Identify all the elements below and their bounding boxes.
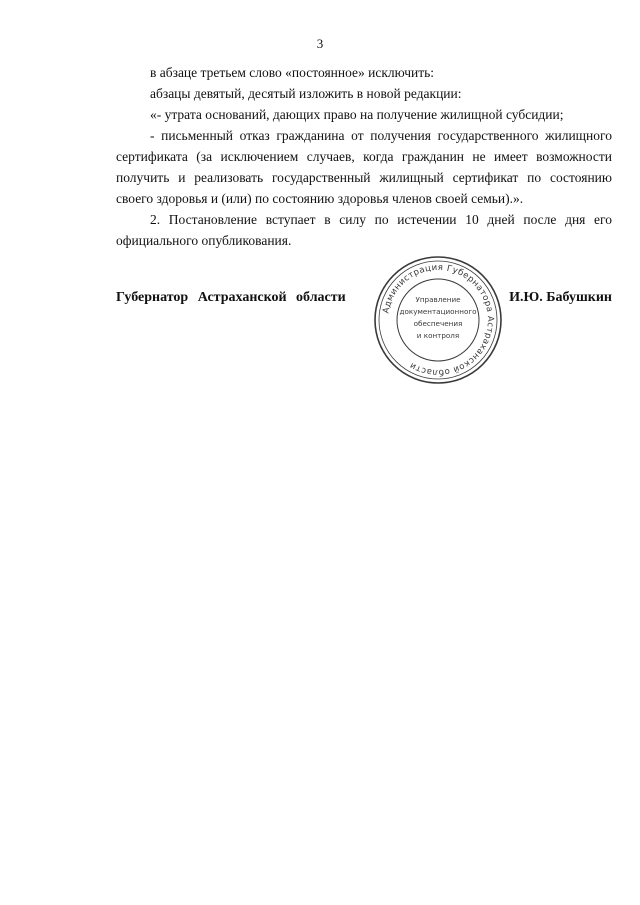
paragraph-4: - письменный отказ гражданина от получения государственного жилищного сертификата (за исключением случаев, когда гражданин не имеет возможности получить и реализовать государственный жилищный сертификат по состоянию своего здоровья и (или) по состоянию здоровья членов своей семьи).». xyxy=(116,128,612,206)
stamp-center-line-3: обеспечения xyxy=(413,319,463,328)
stamp-center-line-1: Управление xyxy=(415,295,461,304)
official-stamp xyxy=(370,252,506,388)
stamp-seal-icon xyxy=(370,252,506,388)
page-number: 3 xyxy=(316,36,324,51)
paragraph-3: «- утрата оснований, дающих право на получение жилищной субсидии; xyxy=(150,107,564,122)
signature-block xyxy=(116,262,612,386)
signer-name: И.Ю. Бабушкин xyxy=(509,290,612,305)
document-body xyxy=(116,62,612,251)
paragraph-1: в абзаце третьем слово «постоянное» исключить: xyxy=(150,65,435,80)
paragraph-5: 2. Постановление вступает в силу по истечении 10 дней после дня его официального опубликования. xyxy=(116,212,612,248)
signer-title: Губернатор Астраханской области xyxy=(116,290,346,305)
stamp-ring-text: Администрация Губернатора Астраханской области xyxy=(381,262,496,378)
stamp-center-line-2: документационного xyxy=(399,307,477,316)
paragraph-2: абзацы девятый, десятый изложить в новой редакции: xyxy=(150,86,462,101)
stamp-center-line-4: и контроля xyxy=(416,331,460,340)
